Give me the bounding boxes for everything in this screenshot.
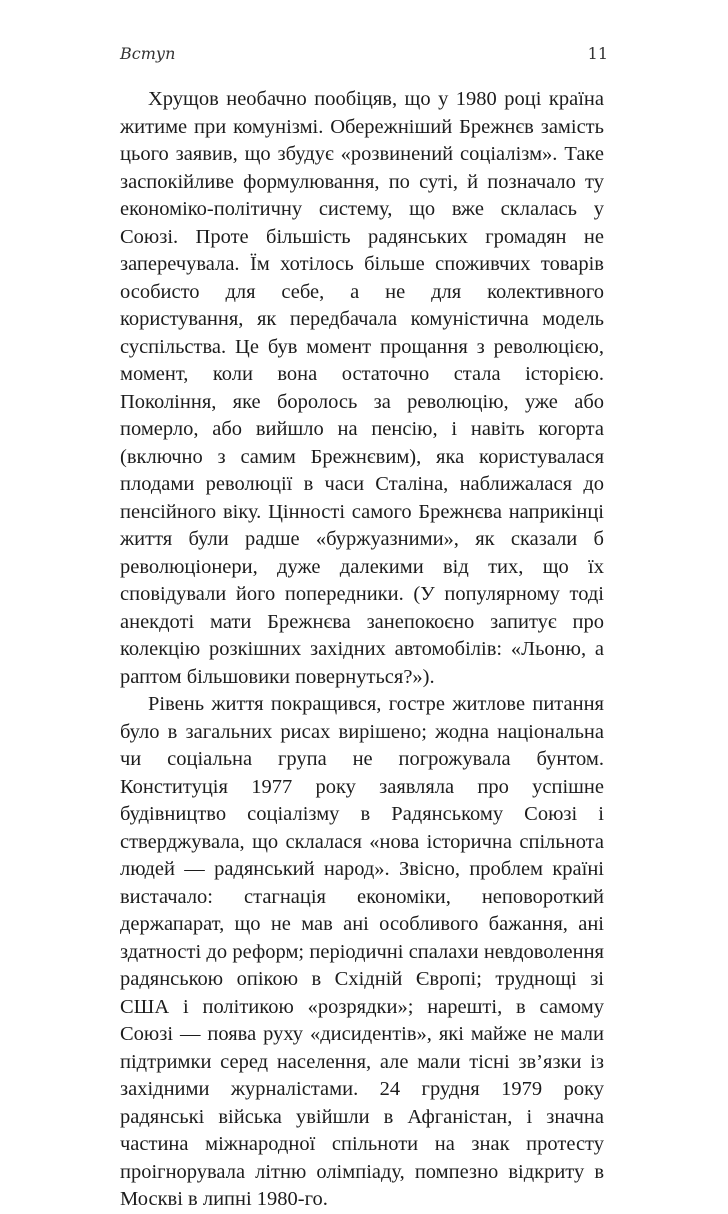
body-text (120, 86, 604, 1214)
paragraph: Хрущов необачно пообіцяв, що у 1980 році країна житиме при комунізмі. Обережніший Брежнєв замість цього заявив, що збудує «розвинений соціалізм». Таке заспокійливе формулювання, по суті, й позначало ту економіко-політичну систему, що вже склалась у Союзі. Проте більшість радянських громадян не заперечувала. Їм хотілось більше споживчих товарів особисто для себе, а не для колективного користування, як передбачала комуністична модель суспільства. Це був момент прощання з революцією, момент, коли вона остаточно стала історією. Покоління, яке боролось за революцію, уже або померло, або вийшло на пенсію, і навіть когорта (включно з самим Брежнєвим), яка користувалася плодами революції в часи Сталіна, наближалася до пенсійного віку. Цінності самого Брежнєва наприкінці життя були радше «буржуазними», як сказали б революціонери, дуже далекими від тих, що їх сповідували його попередники. (У популярному тоді анекдоті мати Брежнєва занепокоєно запитує про колекцію розкішних західних автомобілів: «Льоню, а раптом більшовики повернуться?»). (120, 88, 604, 688)
section-title: Вступ (120, 44, 176, 63)
paragraph: Рівень життя покращився, гостре житлове питання було в загальних рисах вирішено; жодна національна чи соціальна група не погрожувала бунтом. Конституція 1977 року заявляла про успішне будівництво соціалізму в Радянському Союзі і стверджувала, що склалася «нова історична спільнота людей — радянський народ». Звісно, проблем країні вистачало: стагнація економіки, неповороткий держапарат, що не мав ані особливого бажання, ані здатності до реформ; періодичні спалахи невдоволення радянською опікою в Східній Європі; труднощі зі США і політикою «розрядки»; нарешті, в самому Союзі — поява руху «дисидентів», які майже не мали підтримки серед населення, але мали тісні зв’язки із західними журналістами. 24 грудня 1979 року радянські війська увійшли в Афганістан, і значна частина міжнародної спільноти на знак протесту проігнорувала літню олімпіаду, помпезно відкриту в Москві в липні 1980-го. (120, 693, 604, 1210)
running-header (120, 44, 608, 68)
page-number: 11 (587, 44, 608, 63)
